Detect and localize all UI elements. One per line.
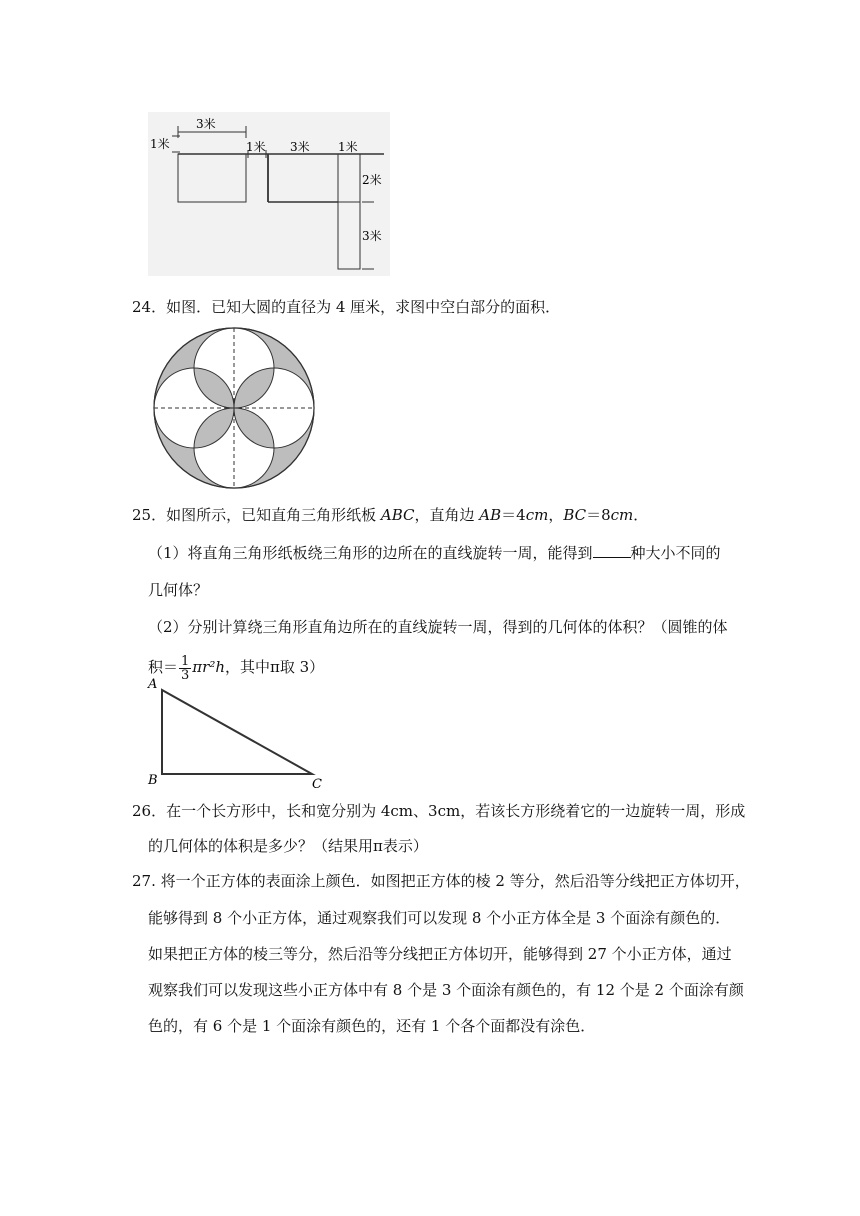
question-27-line5 <box>148 1015 595 1037</box>
question-26-cont <box>148 835 428 857</box>
q25-text-e: ＝8 <box>586 506 611 524</box>
vertex-c-label: C <box>312 777 322 792</box>
figure-q23-net <box>148 112 390 276</box>
frac-den: 3 <box>181 667 190 683</box>
q25-part2-text-b: 积＝ <box>148 658 179 676</box>
label-mid-3m: 3米 <box>290 140 310 154</box>
question-27-line3 <box>148 943 732 965</box>
q25-part1-text: （1）将直角三角形纸板绕三角形的边所在的直线旋转一周，能得到 <box>148 544 593 562</box>
question-25-part2 <box>148 616 728 638</box>
q25-text-c: ＝4 <box>501 506 526 524</box>
q26-line1: 在一个长方形中，长和宽分别为 4cm、3cm，若该长方形绕着它的一边旋转一周，形成 <box>166 802 746 820</box>
q27-line4: 观察我们可以发现这些小正方体中有 8 个是 3 个面涂有颜色的，有 12 个是 2 个面涂有颜 <box>148 981 744 999</box>
question-number: 25． <box>132 506 167 524</box>
label-mid-1m: 1米 <box>246 140 266 154</box>
frac-num: 1 <box>181 653 190 669</box>
q25-part2-text: （2）分别计算绕三角形直角边所在的直线旋转一周，得到的几何体的体积？（圆锥的体 <box>148 618 728 636</box>
answer-blank <box>593 543 631 558</box>
cone-formula: πr²h <box>192 658 225 676</box>
question-number: 27. <box>132 872 156 890</box>
q27-line1: 将一个正方体的表面涂上颜色．如图把正方体的棱 2 等分，然后沿等分线把正方体切开， <box>160 872 750 890</box>
q25-text-d: ， <box>548 506 564 524</box>
vertex-b-label: B <box>148 773 158 788</box>
q25-cm2: cm <box>610 506 634 524</box>
q26-line2: 的几何体的体积是多少？（结果用π表示） <box>148 837 428 855</box>
q25-part2-text-c: ，其中π取 3） <box>225 658 325 676</box>
question-text: 如图．已知大圆的直径为 4 厘米，求图中空白部分的面积． <box>166 298 561 316</box>
question-number: 26． <box>132 802 167 820</box>
q25-ab: AB <box>479 506 502 524</box>
q25-cm1: cm <box>525 506 549 524</box>
q25-part1-text-b: 种大小不同的 <box>630 544 721 562</box>
question-27-line2 <box>148 907 730 929</box>
question-number: 24． <box>132 298 167 316</box>
label-right-3m: 3米 <box>362 229 382 243</box>
label-left-1m: 1米 <box>150 137 170 151</box>
label-top-3m: 3米 <box>196 117 216 131</box>
question-25-part1 <box>148 542 721 564</box>
question-24 <box>132 296 560 318</box>
question-25-part1-cont <box>148 579 208 601</box>
vertex-a-label: A <box>148 677 158 692</box>
q25-text-f: ． <box>633 506 649 524</box>
figure-q24-circles <box>150 324 318 492</box>
q25-bc: BC <box>563 506 587 524</box>
q25-text-a: 如图所示，已知直角三角形纸板 <box>166 506 381 524</box>
question-27-line4 <box>148 979 744 1001</box>
q27-line2: 能够得到 8 个小正方体，通过观察我们可以发现 8 个小正方体全是 3 个面涂有颜色的． <box>148 909 731 927</box>
question-25 <box>132 504 648 526</box>
q25-text-b: ，直角边 <box>414 506 480 524</box>
label-right-1m: 1米 <box>338 140 358 154</box>
label-right-2m: 2米 <box>362 173 382 187</box>
question-26 <box>132 800 745 822</box>
q27-line3: 如果把正方体的棱三等分，然后沿等分线把正方体切开，能够得到 27 个小正方体，通过 <box>148 945 732 963</box>
q25-abc: ABC <box>380 506 415 524</box>
q25-part1-text-c: 几何体？ <box>148 581 209 599</box>
question-27 <box>132 870 750 892</box>
figure-q25-triangle <box>144 676 330 792</box>
q27-line5: 色的，有 6 个是 1 个面涂有颜色的，还有 1 个各个面都没有涂色． <box>148 1017 596 1035</box>
